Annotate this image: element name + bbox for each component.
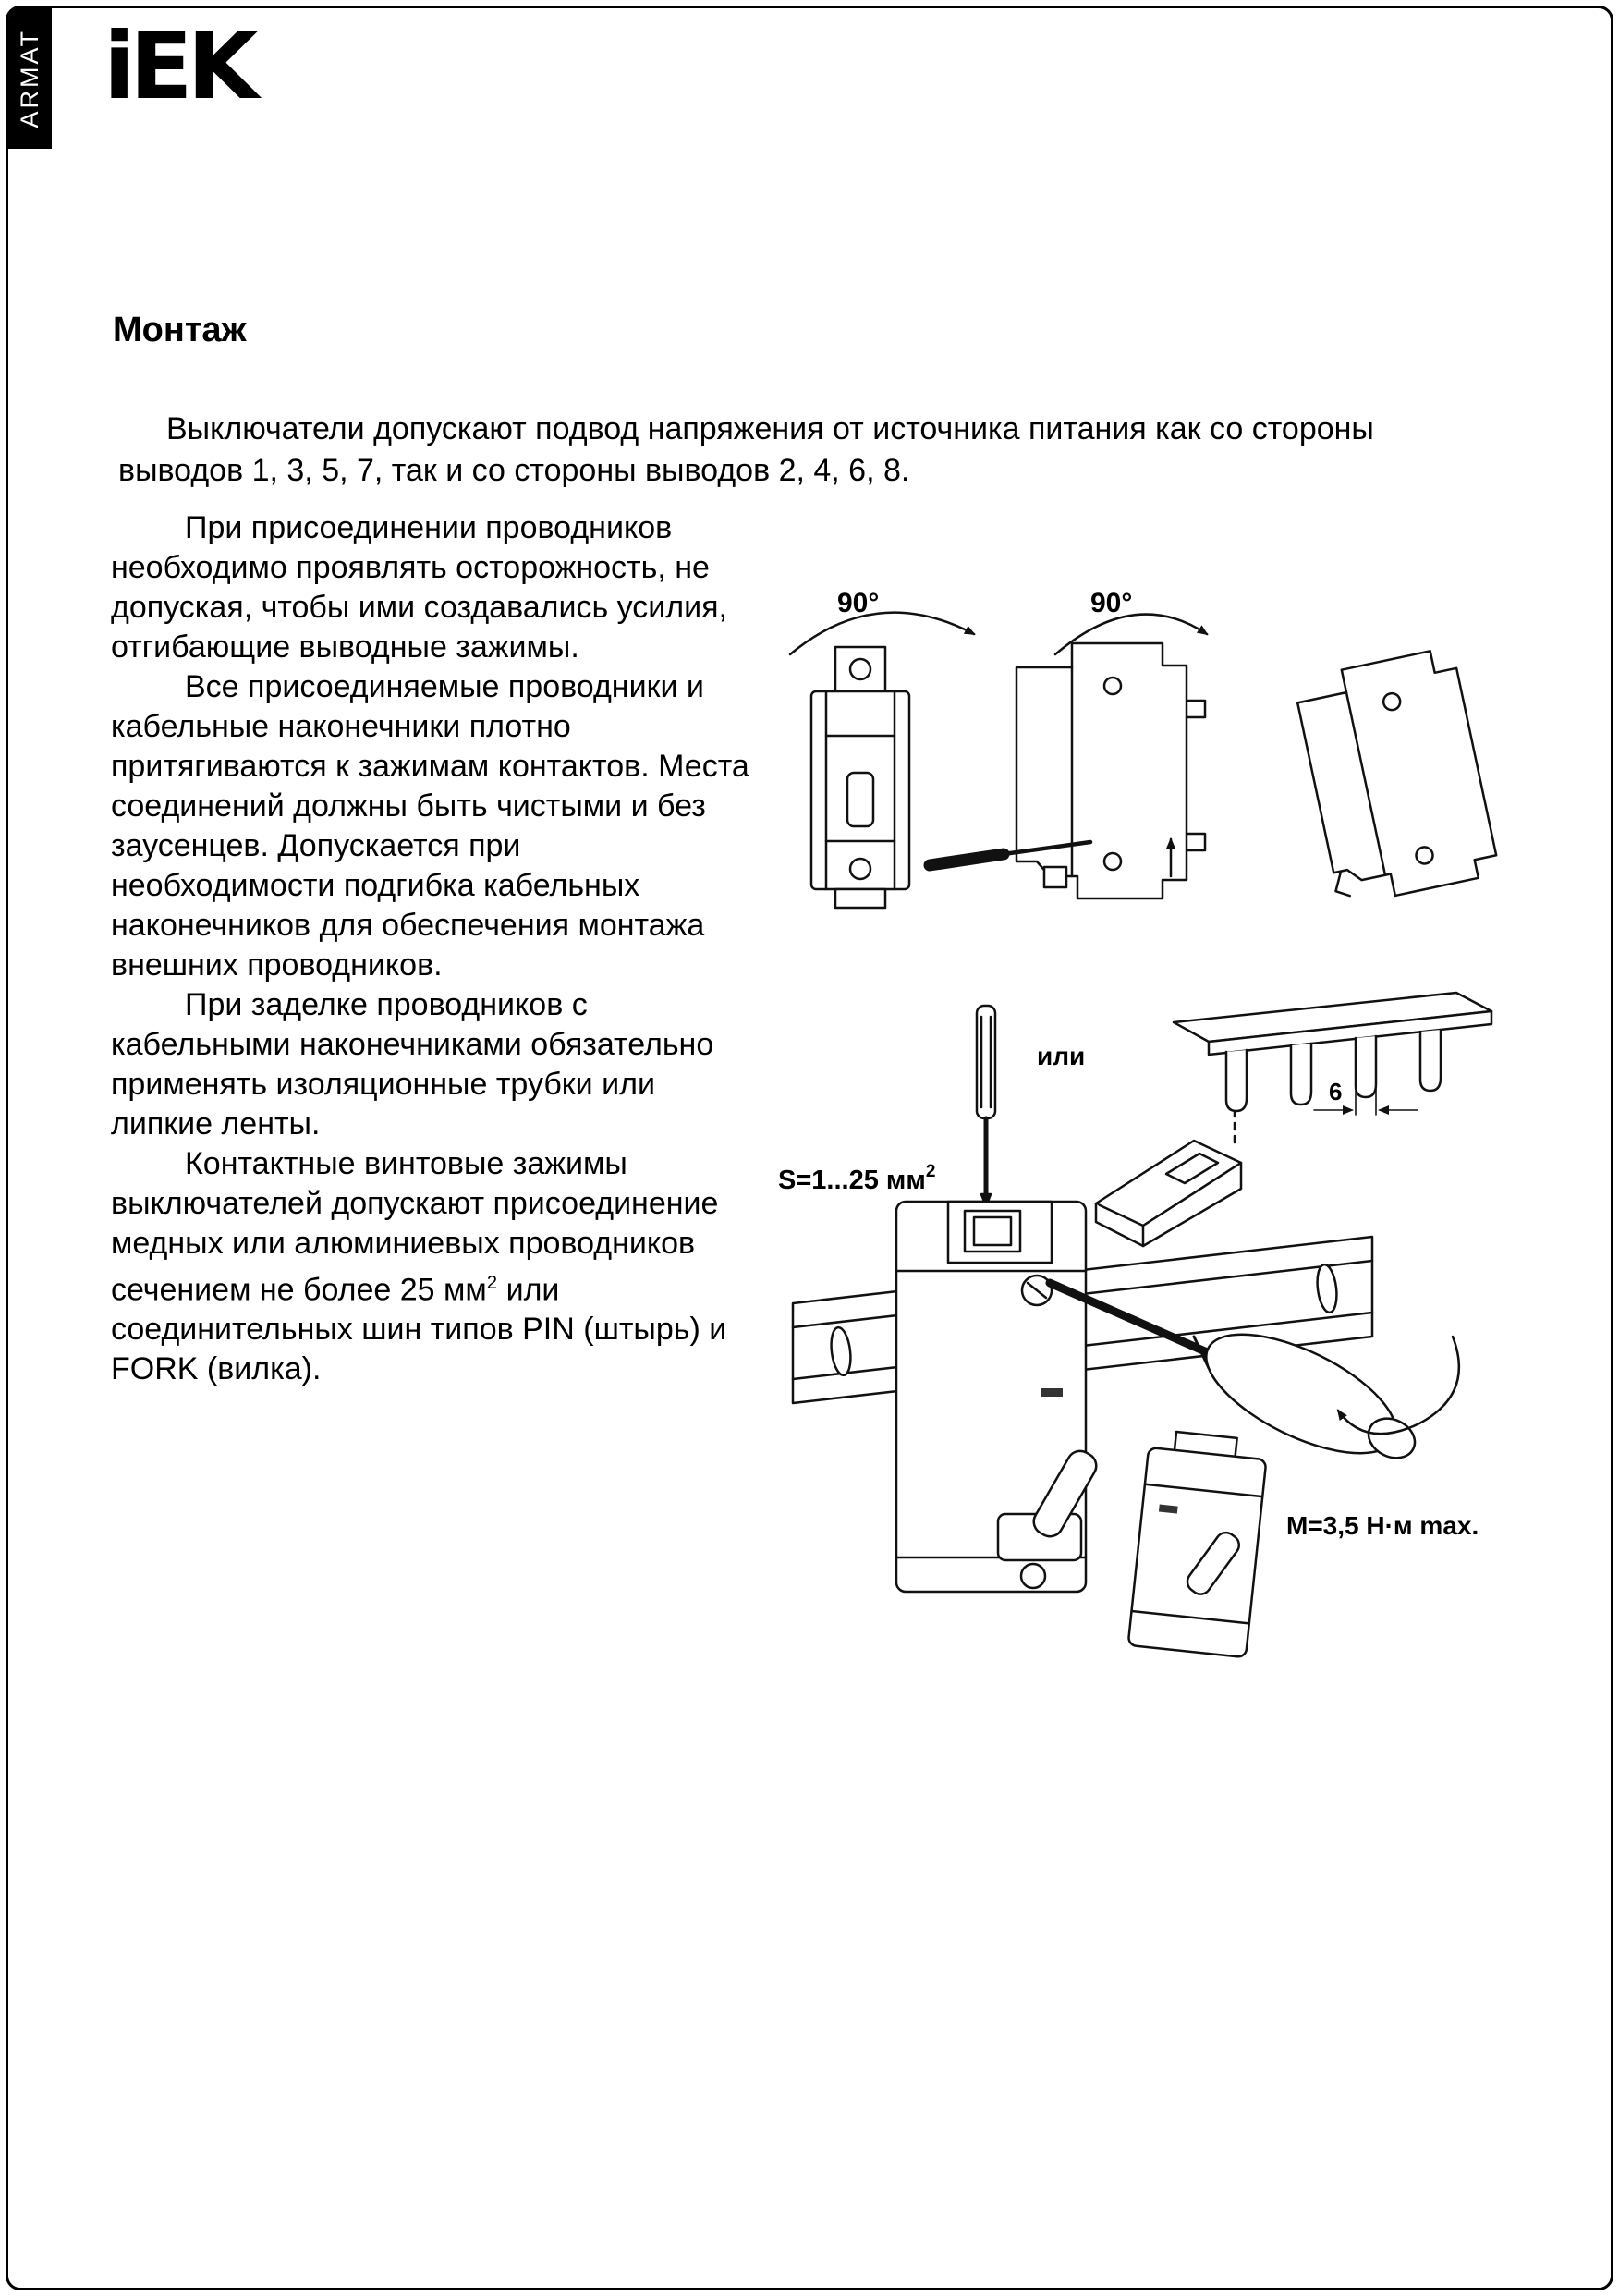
breaker-side-view-tilted — [1291, 646, 1500, 908]
side-tab-armat — [8, 8, 52, 149]
paragraph-4 — [111, 1144, 753, 1389]
paragraph-1: При присоединении проводников необходимо проявлять осторожность, не допуская, чтобы ими создавались усилия, отгибающие выводные зажимы. — [111, 510, 727, 665]
paragraph-4-text-cont: или соединительных шин типов PIN (штырь) и FORK (вилка). — [111, 1272, 727, 1387]
paragraph-3: При заделке проводников с кабельными наконечниками обязательно применять изоляционные трубки или липкие ленты. — [111, 987, 714, 1142]
paragraph-2: Все присоединяемые проводники и кабельные наконечники плотно притягиваются к зажимам контактов. Места соединений должны быть чистыми и без заусенцев. Допускается при необходимости подгибка кабельных наконечников для обеспечения монтажа внешних проводников. — [111, 669, 749, 983]
breaker-front-large — [896, 1202, 1101, 1592]
body-text-column — [111, 508, 753, 1389]
breaker-front-small — [1128, 1429, 1269, 1657]
section-heading: Монтаж — [113, 311, 247, 349]
wire-section-text: S=1...25 мм — [778, 1166, 926, 1195]
or-label: или — [1037, 1042, 1086, 1070]
intro-paragraph: Выключатели допускают подвод напряжения от источника питания как со стороны выводов 1, 3, 5, 7, так и со стороны выводов 2, 4, 6, 8. — [118, 411, 1374, 488]
side-tab-label: ARMAT — [16, 29, 43, 128]
wire-section-superscript: 2 — [925, 1162, 936, 1181]
paragraph-4-text: Контактные винтовые зажимы выключателей допускают присоединение медных или алюминиевых проводников сечением не более 25 мм — [111, 1146, 719, 1308]
iek-logo: iEK — [103, 12, 254, 120]
terminal-wedge — [1096, 1141, 1241, 1246]
angle-label-right: 90° — [1090, 588, 1133, 618]
wire-section-label — [778, 1162, 935, 1195]
torque-label: M=3,5 Н·м max. — [1286, 1511, 1479, 1540]
breaker-side-view-on-rail — [930, 643, 1205, 898]
angle-label-left: 90° — [837, 588, 880, 618]
screwdriver-vertical — [977, 1006, 995, 1206]
comb-busbar — [1174, 993, 1491, 1142]
pin-width-label: 6 — [1329, 1078, 1343, 1105]
breaker-front-view — [811, 647, 909, 908]
installation-illustrations — [767, 555, 1580, 1719]
paragraph-4-superscript: 2 — [486, 1273, 498, 1293]
